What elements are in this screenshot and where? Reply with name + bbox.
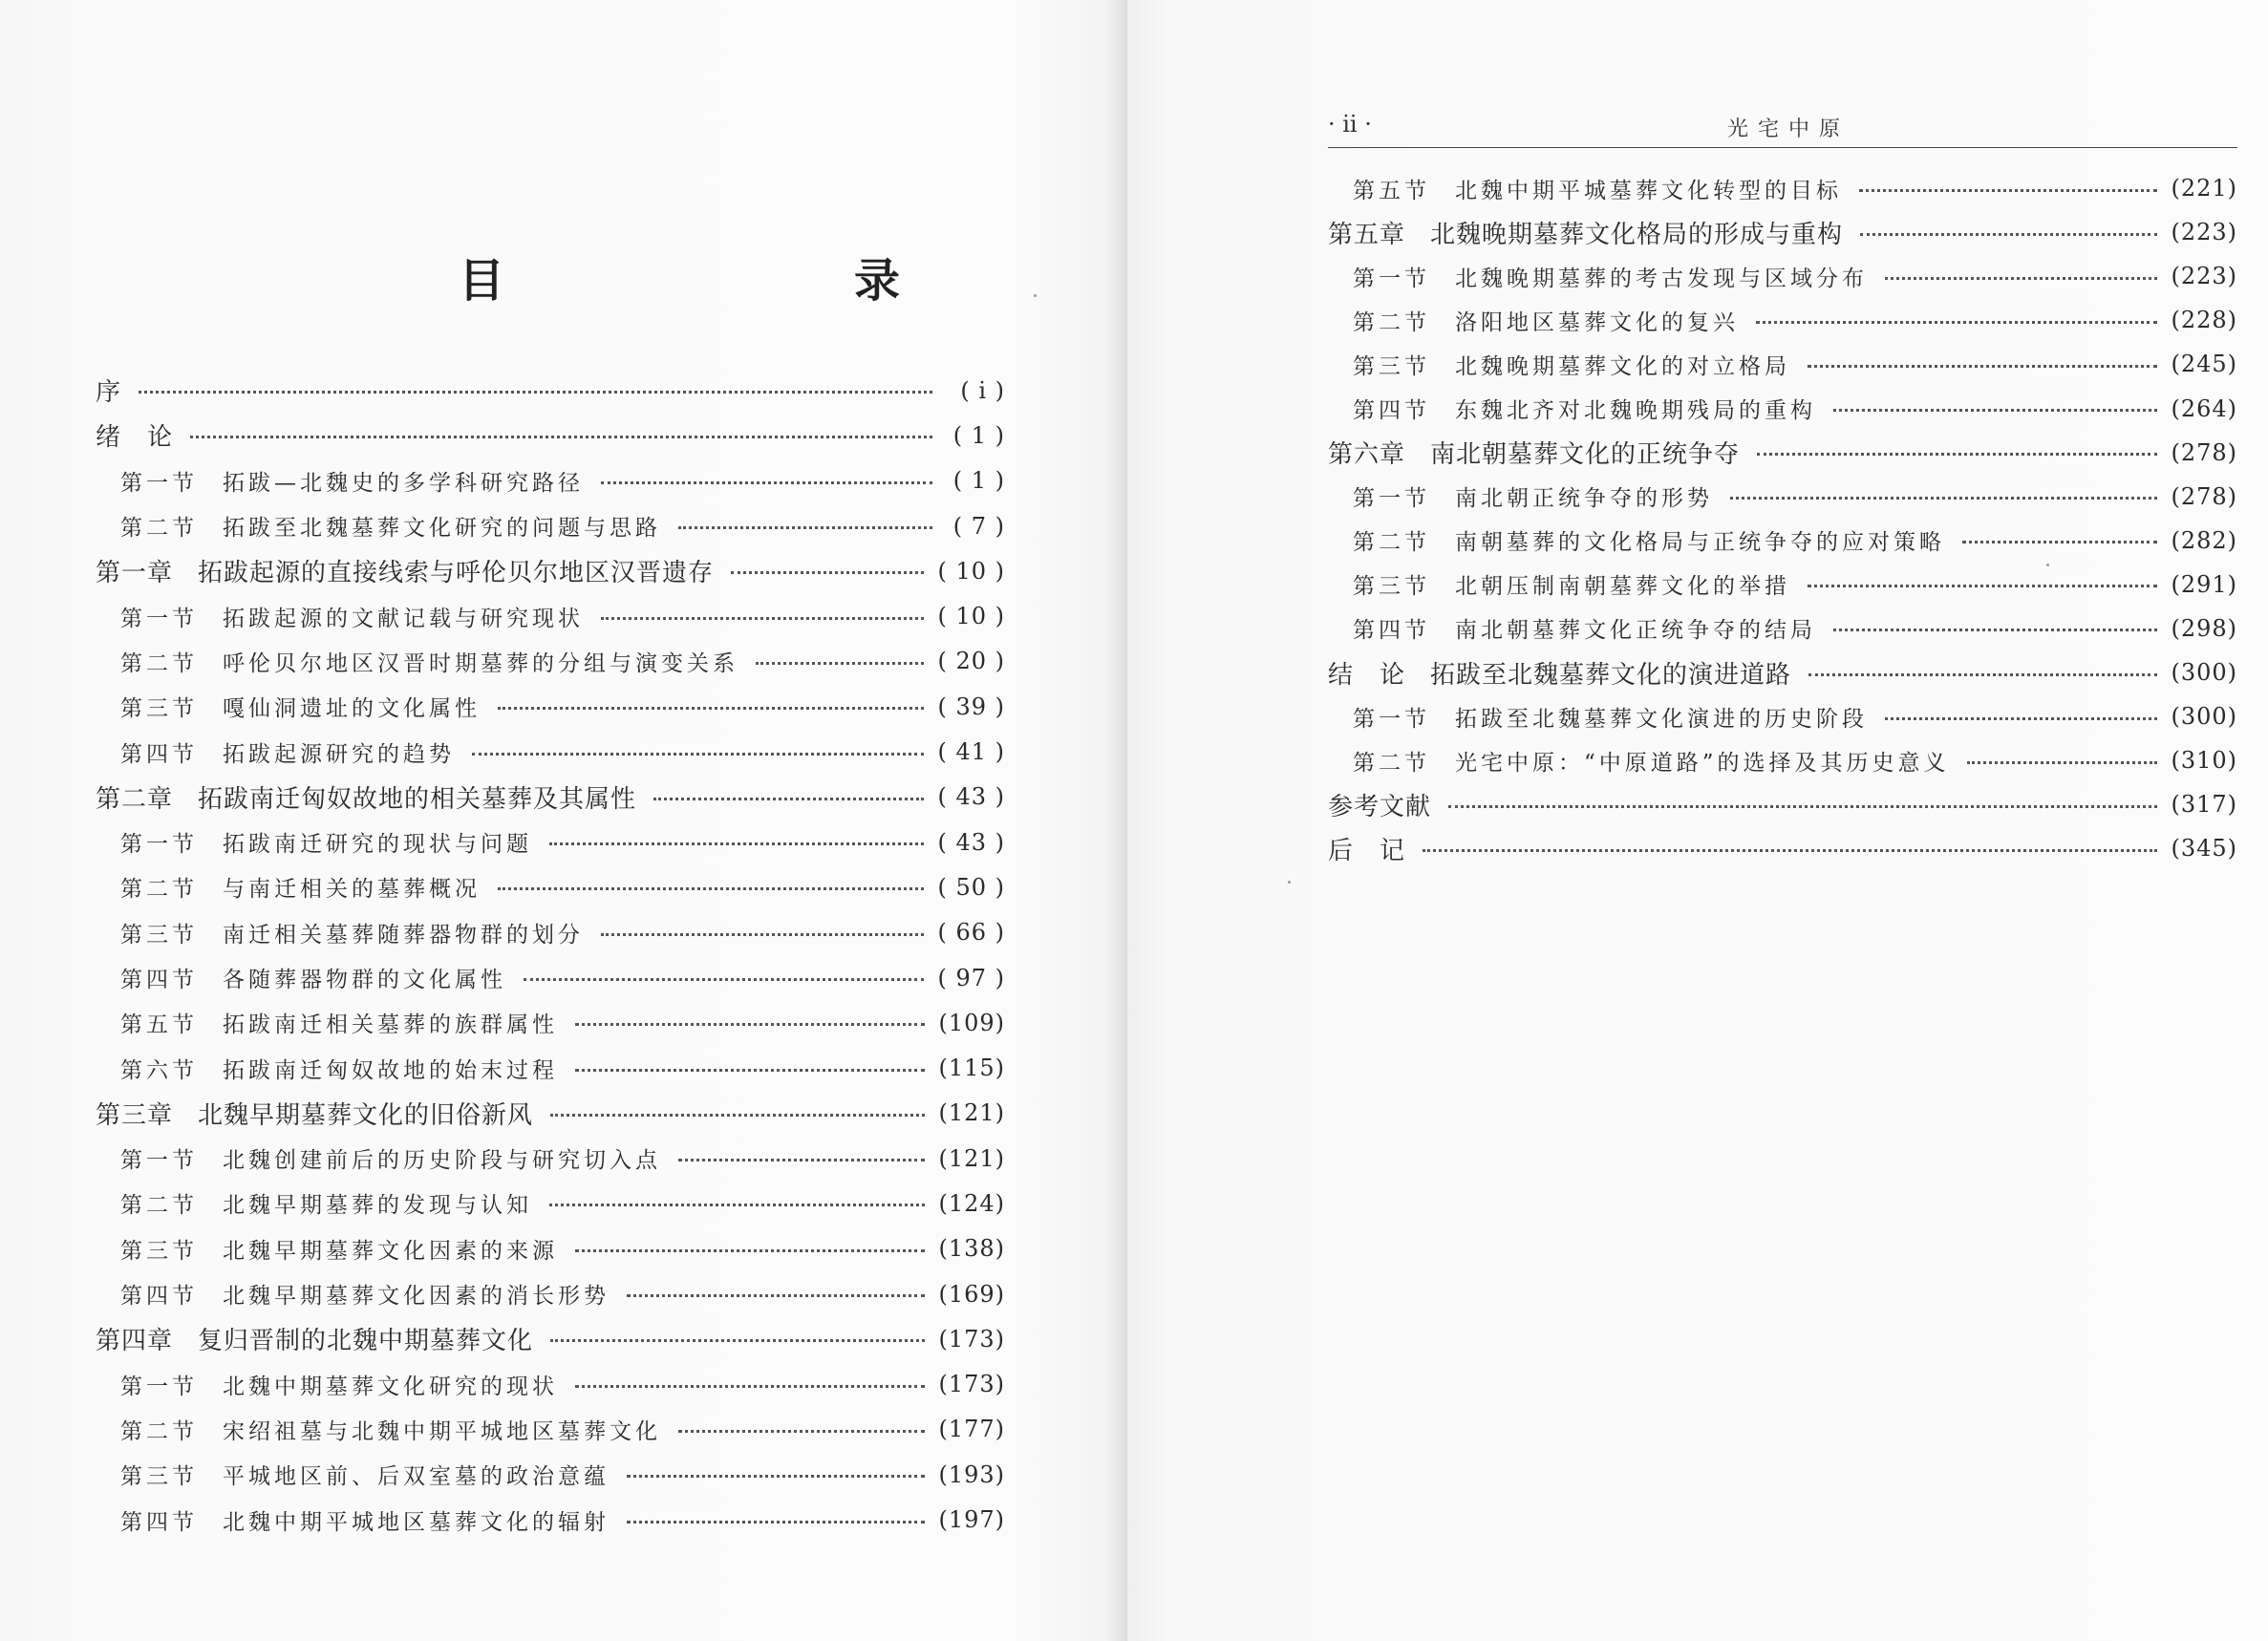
toc-entry[interactable] — [1328, 254, 2237, 298]
right-toc-list — [1328, 166, 2237, 871]
toc-entry-title: 光宅中原：“中原道路”的选择及其历史意义 — [1455, 750, 1950, 776]
toc-entry[interactable] — [1328, 386, 2237, 430]
dot-leader — [1885, 277, 2157, 280]
toc-entry-label: 第一节 — [1353, 266, 1430, 291]
toc-entry-label: 第四节 — [120, 968, 198, 992]
toc-entry[interactable] — [1328, 166, 2237, 210]
toc-entry-title: 嘎仙洞遗址的文化属性 — [223, 696, 481, 722]
dot-leader — [1962, 541, 2157, 543]
toc-entry[interactable] — [1328, 738, 2237, 782]
toc-entry-label: 第二节 — [1353, 530, 1430, 556]
toc-entry-label: 第一节 — [120, 1374, 198, 1399]
toc-entry-title: 北魏中期平城墓葬文化转型的目标 — [1455, 178, 1842, 203]
toc-entry[interactable] — [96, 1181, 1005, 1225]
running-book-title: 光宅中原 — [1727, 117, 1851, 141]
toc-entry-label: 第一节 — [120, 606, 198, 631]
dot-leader — [1860, 233, 2157, 236]
toc-entry-label: 第一节 — [120, 832, 198, 858]
dot-leader — [1808, 673, 2157, 676]
dot-leader — [731, 571, 924, 574]
toc-entry-title: 平城地区前、后双室墓的政治意蕴 — [223, 1464, 610, 1490]
toc-entry-label: 结 论 — [1328, 660, 1406, 690]
toc-entry-title: 北魏中期墓葬文化研究的现状 — [223, 1374, 558, 1399]
toc-entry-page-number: ( 50 ) — [937, 873, 1005, 901]
toc-entry[interactable] — [1328, 607, 2237, 650]
dot-leader — [1448, 805, 2157, 808]
toc-entry-page-number: ( 7 ) — [952, 512, 1005, 540]
toc-entry-page-number: (278) — [2171, 438, 2237, 466]
dot-leader — [550, 1339, 925, 1342]
dot-leader — [653, 798, 924, 800]
toc-entry-page-number: ( 1 ) — [952, 421, 1005, 449]
toc-entry[interactable] — [96, 910, 1005, 955]
toc-entry-page-number: (264) — [2171, 394, 2237, 422]
toc-entry-title: 拓跋南迁匈奴故地的相关墓葬及其属性 — [198, 784, 637, 814]
toc-entry[interactable] — [96, 1226, 1005, 1271]
dot-leader — [601, 617, 924, 620]
toc-entry-label: 第五节 — [1353, 178, 1430, 203]
dot-leader — [549, 842, 924, 845]
toc-entry-label: 第二章 — [96, 784, 174, 814]
toc-entry-page-number: (310) — [2171, 747, 2237, 775]
toc-entry-label: 第三节 — [120, 1464, 198, 1490]
dot-leader — [1757, 453, 2157, 456]
toc-entry-title: 南朝墓葬的文化格局与正统争夺的应对策略 — [1455, 530, 1945, 556]
dot-leader — [1833, 629, 2157, 631]
dot-leader — [678, 1430, 925, 1433]
toc-entry-label: 第三节 — [1353, 353, 1430, 379]
toc-entry-title: 洛阳地区墓葬文化的复兴 — [1455, 309, 1739, 335]
toc-entry-title: 拓跋南迁相关墓葬的族群属性 — [223, 1012, 558, 1038]
toc-entry-page-number: ( 43 ) — [937, 783, 1005, 811]
toc-entry[interactable] — [96, 1407, 1005, 1452]
toc-entry-label: 第一节 — [1353, 706, 1430, 732]
toc-entry[interactable] — [96, 1316, 1005, 1361]
dot-leader — [1730, 497, 2157, 500]
dot-leader — [678, 1159, 925, 1161]
page-folio: · ii · — [1328, 111, 1372, 138]
toc-entry-label: 第四节 — [120, 1284, 198, 1310]
dot-leader — [601, 481, 932, 484]
toc-entry[interactable] — [1328, 519, 2237, 563]
toc-entry-label: 第五节 — [120, 1012, 198, 1038]
toc-entry-label: 第四节 — [120, 741, 198, 767]
toc-entry-page-number: ( 39 ) — [937, 693, 1005, 720]
toc-entry-title: 拓跋南迁匈奴故地的始末过程 — [223, 1057, 558, 1083]
toc-entry[interactable] — [1328, 431, 2237, 475]
toc-entry[interactable] — [96, 775, 1005, 820]
toc-entry-page-number: (109) — [938, 1009, 1005, 1036]
toc-entry[interactable] — [96, 639, 1005, 684]
dot-leader — [498, 887, 924, 890]
toc-entry-title: 北魏早期墓葬文化的旧俗新风 — [198, 1100, 534, 1130]
toc-entry-label: 第四章 — [96, 1327, 174, 1356]
dot-leader — [1885, 717, 2157, 720]
toc-entry[interactable] — [1328, 475, 2237, 519]
toc-entry-page-number: (278) — [2171, 482, 2237, 510]
toc-entry-page-number: ( 97 ) — [937, 964, 1005, 991]
toc-entry-page-number: (345) — [2171, 835, 2237, 863]
toc-entry-page-number: ( 41 ) — [937, 738, 1005, 766]
toc-entry[interactable] — [1328, 563, 2237, 607]
dot-leader — [678, 526, 932, 529]
toc-title: 目 录 — [459, 254, 987, 308]
toc-entry-label: 第六节 — [120, 1057, 198, 1083]
toc-entry-page-number: (223) — [2171, 219, 2237, 246]
toc-entry[interactable] — [1328, 650, 2237, 694]
toc-entry-page-number: (121) — [938, 1099, 1005, 1127]
right-page — [1127, 0, 2268, 1641]
toc-entry-page-number: ( 10 ) — [937, 557, 1005, 585]
toc-entry-title: 北魏中期平城地区墓葬文化的辐射 — [223, 1509, 610, 1535]
toc-entry[interactable] — [1328, 342, 2237, 386]
toc-entry-label: 第一节 — [120, 1148, 198, 1174]
dot-leader — [575, 1069, 925, 1072]
dot-leader — [1808, 585, 2157, 587]
toc-entry-page-number: (282) — [2171, 526, 2237, 554]
toc-entry-title: 各随葬器物群的文化属性 — [223, 968, 506, 992]
toc-entry[interactable] — [96, 548, 1005, 593]
toc-entry-label: 第一节 — [1353, 486, 1430, 512]
toc-entry-page-number: (124) — [938, 1189, 1005, 1217]
toc-entry-page-number: (177) — [938, 1416, 1005, 1443]
toc-entry-title: 拓跋至北魏墓葬文化研究的问题与思路 — [223, 516, 661, 542]
toc-entry-label: 第四节 — [1353, 618, 1430, 644]
toc-entry[interactable] — [96, 1045, 1005, 1090]
toc-entry-title: 拓跋起源的文献记载与研究现状 — [223, 606, 584, 631]
toc-entry-label: 第三节 — [120, 1238, 198, 1264]
toc-entry-page-number: (300) — [2171, 703, 2237, 731]
toc-entry-label: 第三节 — [1353, 574, 1430, 600]
toc-entry-title: 北魏晚期墓葬文化的对立格局 — [1455, 353, 1790, 379]
toc-entry-page-number: (121) — [938, 1144, 1005, 1172]
toc-entry-label: 第二节 — [1353, 309, 1430, 335]
toc-entry-page-number: (317) — [2171, 791, 2237, 819]
toc-entry-page-number: ( 1 ) — [952, 467, 1005, 495]
toc-entry-label: 第三节 — [120, 922, 198, 948]
toc-entry-label: 第四节 — [120, 1509, 198, 1535]
toc-entry-label: 第三节 — [120, 696, 198, 722]
toc-entry-label: 第一章 — [96, 559, 174, 588]
toc-entry-page-number: (138) — [938, 1235, 1005, 1263]
dot-leader — [601, 933, 924, 936]
dot-leader — [498, 707, 924, 710]
toc-entry-label: 第四节 — [1353, 398, 1430, 424]
dot-leader — [627, 1521, 925, 1524]
toc-entry-page-number: ( 20 ) — [937, 648, 1005, 675]
toc-entry-title: 拓跋起源研究的趋势 — [223, 741, 455, 767]
toc-entry-page-number: (169) — [938, 1280, 1005, 1308]
toc-entry-label: 第二节 — [120, 650, 198, 676]
toc-entry-title: 宋绍祖墓与北魏中期平城地区墓葬文化 — [223, 1418, 661, 1444]
toc-entry[interactable] — [96, 413, 1005, 458]
toc-entry-label: 第二节 — [120, 877, 198, 903]
toc-entry[interactable] — [96, 1000, 1005, 1045]
dot-leader — [627, 1294, 925, 1297]
dot-leader — [190, 436, 932, 438]
left-page-edge-shadow — [1106, 0, 1127, 1641]
toc-entry[interactable] — [1328, 782, 2237, 826]
toc-entry-label: 第二节 — [120, 1418, 198, 1444]
dot-leader — [575, 1023, 925, 1026]
toc-entry-page-number: (173) — [938, 1325, 1005, 1353]
left-toc-list — [96, 368, 1005, 1543]
dot-leader — [1833, 409, 2157, 412]
toc-entry-title: 复归晋制的北魏中期墓葬文化 — [198, 1327, 534, 1356]
toc-entry[interactable] — [96, 1497, 1005, 1542]
toc-entry-title: 呼伦贝尔地区汉晋时期墓葬的分组与演变关系 — [223, 650, 738, 676]
dot-leader — [1859, 189, 2157, 192]
toc-entry[interactable] — [96, 729, 1005, 774]
toc-entry-title: 绪 论 — [96, 423, 174, 453]
toc-entry-label: 第一节 — [120, 470, 198, 496]
toc-entry-title: 南北朝墓葬文化正统争夺的结局 — [1455, 618, 1816, 644]
toc-entry[interactable] — [1328, 210, 2237, 254]
toc-entry[interactable] — [96, 955, 1005, 1000]
toc-entry-title: 参考文献 — [1328, 792, 1432, 821]
toc-entry[interactable] — [96, 864, 1005, 909]
toc-entry-title: 南迁相关墓葬随葬器物群的划分 — [223, 922, 584, 948]
toc-entry-title: 拓跋至北魏墓葬文化演进的历史阶段 — [1455, 706, 1868, 732]
dot-leader — [550, 1114, 925, 1117]
toc-entry-page-number: (173) — [938, 1371, 1005, 1398]
toc-entry-title: 拓跋—北魏史的多学科研究路径 — [223, 470, 584, 496]
dot-leader — [756, 662, 924, 665]
toc-entry-page-number: ( i ) — [960, 376, 1005, 404]
dot-leader — [139, 391, 932, 394]
toc-entry-page-number: (223) — [2171, 263, 2237, 290]
toc-entry-title: 北魏早期墓葬文化因素的来源 — [223, 1238, 558, 1264]
toc-entry-title: 北魏早期墓葬文化因素的消长形势 — [223, 1284, 610, 1310]
toc-entry-label: 第二节 — [120, 516, 198, 542]
toc-entry-title: 后 记 — [1328, 836, 1406, 865]
toc-entry[interactable] — [96, 368, 1005, 413]
toc-entry[interactable] — [96, 1452, 1005, 1497]
toc-entry-title: 序 — [96, 378, 122, 408]
toc-entry-title: 北朝压制南朝墓葬文化的举措 — [1455, 574, 1790, 600]
toc-entry-page-number: ( 66 ) — [937, 919, 1005, 947]
toc-entry-page-number: (228) — [2171, 307, 2237, 334]
toc-entry-page-number: (115) — [938, 1055, 1005, 1082]
dot-leader — [575, 1249, 925, 1252]
paper-speck — [2046, 564, 2049, 566]
toc-entry[interactable] — [1328, 298, 2237, 342]
dot-leader — [1808, 365, 2157, 368]
dot-leader — [472, 753, 924, 756]
running-head — [1328, 109, 2237, 148]
toc-entry[interactable] — [1328, 826, 2237, 870]
toc-entry-title: 与南迁相关的墓葬概况 — [223, 877, 481, 903]
toc-entry-label: 第五章 — [1328, 220, 1406, 249]
toc-entry[interactable] — [96, 503, 1005, 548]
toc-entry-title: 拓跋南迁研究的现状与问题 — [223, 832, 532, 858]
toc-entry-page-number: (197) — [938, 1506, 1005, 1534]
toc-entry-title: 北魏晚期墓葬文化格局的形成与重构 — [1430, 220, 1844, 249]
toc-entry[interactable] — [96, 1136, 1005, 1181]
toc-entry[interactable] — [96, 1362, 1005, 1407]
toc-entry[interactable] — [96, 1091, 1005, 1136]
toc-entry-page-number: (291) — [2171, 570, 2237, 598]
left-page — [0, 0, 1127, 1641]
dot-leader — [627, 1475, 925, 1478]
toc-entry[interactable] — [96, 458, 1005, 503]
paper-speck — [1288, 881, 1291, 884]
toc-entry[interactable] — [96, 593, 1005, 638]
toc-entry-page-number: (300) — [2171, 659, 2237, 687]
dot-leader — [524, 978, 924, 981]
toc-entry[interactable] — [1328, 694, 2237, 738]
dot-leader — [1756, 321, 2157, 324]
toc-entry-title: 南北朝墓葬文化的正统争夺 — [1430, 440, 1741, 470]
toc-entry-page-number: (221) — [2171, 175, 2237, 202]
toc-entry-label: 第二节 — [1353, 750, 1430, 776]
toc-entry-title: 拓跋至北魏墓葬文化的演进道路 — [1430, 660, 1792, 690]
toc-entry-title: 北魏早期墓葬的发现与认知 — [223, 1193, 532, 1219]
dot-leader — [575, 1385, 925, 1388]
toc-entry-title: 拓跋起源的直接线索与呼伦贝尔地区汉晋遗存 — [198, 559, 715, 588]
toc-entry-page-number: ( 10 ) — [937, 603, 1005, 630]
dot-leader — [1967, 761, 2158, 764]
paper-speck — [1034, 294, 1037, 297]
toc-entry-label: 第六章 — [1328, 440, 1406, 470]
toc-entry[interactable] — [96, 820, 1005, 864]
toc-entry-label: 第三章 — [96, 1100, 174, 1130]
toc-entry-title: 南北朝正统争夺的形势 — [1455, 486, 1713, 512]
dot-leader — [1423, 849, 2157, 852]
toc-entry[interactable] — [96, 684, 1005, 729]
toc-entry-title: 东魏北齐对北魏晚期残局的重构 — [1455, 398, 1816, 424]
toc-entry-label: 第二节 — [120, 1193, 198, 1219]
toc-entry-page-number: (298) — [2171, 614, 2237, 642]
toc-entry-page-number: ( 43 ) — [937, 828, 1005, 856]
toc-entry-page-number: (245) — [2171, 351, 2237, 378]
dot-leader — [549, 1204, 925, 1206]
toc-entry-title: 北魏晚期墓葬的考古发现与区域分布 — [1455, 266, 1868, 291]
toc-entry[interactable] — [96, 1271, 1005, 1316]
toc-entry-page-number: (193) — [938, 1460, 1005, 1488]
toc-entry-title: 北魏创建前后的历史阶段与研究切入点 — [223, 1148, 661, 1174]
